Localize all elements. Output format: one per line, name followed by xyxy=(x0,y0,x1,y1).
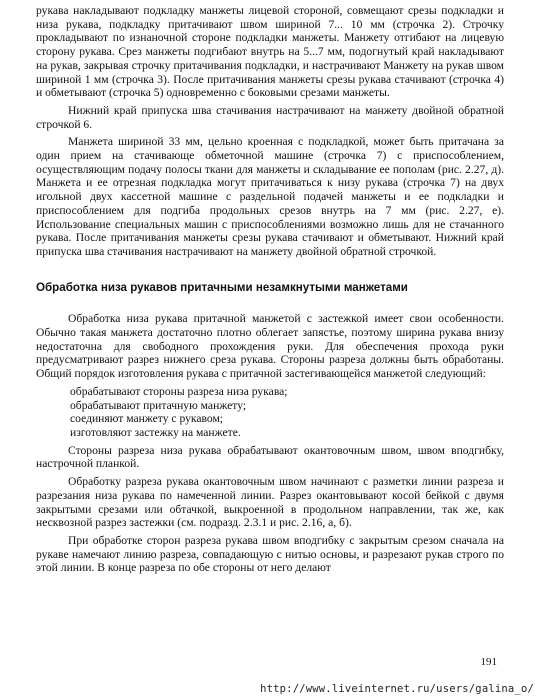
page-number: 191 xyxy=(480,656,497,668)
list-item: соединяют манжету с рукавом; xyxy=(70,412,224,426)
section-heading: Обработка низа рукавов притачными незамкнутыми манжетами xyxy=(36,280,408,294)
list-item: обрабатывают стороны разреза низа рукава; xyxy=(70,384,288,398)
paragraph: Обработку разреза рукава окантовочным швом начинают с разметки линии разреза и разрезания низа рукава по намеченной линии. Разрез окантовывают косой бейкой с двумя закрытыми срезами или обтачкой, выкроенной в продольном направлении, так же, как несквозной разрез застежки (см. подразд. 2.3.1 и рис. 2.16, а, б). xyxy=(36,475,504,530)
body-text xyxy=(36,4,504,579)
paragraph: Манжета шириной 33 мм, цельно кроенная с подкладкой, может быть притачана за один прием на стачивающе обметочной машине (строчка 7) с приспособлением, осуществляющим подачу полосы ткани для манжеты и складывание ее пополам (рис. 2.27, д). Манжета и ее отрезная подкладка могут притачиваться к низу рукава (строчка 7) на двух игольной двух кассетной машине с раздельной подачей манжеты и ее подкладки и приспособлением для подгиба продольных срезов внутрь на 7 мм (рис. 2.27, е). Использование специальных машин с приспособлениями возможно лишь для не стачанного рукава. После притачивания манжеты срезы рукава стачивают и обметывают. Нижний край припуска шва стачивания настрачивают на манжету двойной обратной строчкой. xyxy=(36,135,504,258)
list-item: изготовляют застежку на манжете. xyxy=(70,425,241,439)
paragraph: рукава накладывают подкладку манжеты лицевой стороной, совмещают срезы подкладки и низа рукава, подкладку притачивают швом шириной 7... 10 мм (строчка 2). Строчку прокладывают по изнаночной стороне подкладки манжеты. Манжету отгибают на лицевую сторону рукава. Срез манжеты подгибают внутрь на 5...7 мм, подогнутый край накладывают на рукав, закрывая строчку притачивания подкладки, и настрачивают Манжету на рукав швом шириной 1 мм (строчка 3). После притачивания манжеты срезы рукава стачивают (строчка 4) и обметывают (строчка 5) одновременно с боковыми срезами манжеты. xyxy=(36,4,504,100)
paragraph: При обработке сторон разреза рукава швом вподгибку с закрытым срезом сначала на рукаве намечают линию разреза, совпадающую с нитью основы, и разрезают рукав строго по этой линии. В конце разреза по обе стороны от него делают xyxy=(36,533,504,575)
source-url[interactable]: http://www.liveinternet.ru/users/galina_o/ xyxy=(260,683,534,695)
list-item: обрабатывают притачную манжету; xyxy=(70,398,247,412)
paragraph: Стороны разреза низа рукава обрабатывают окантовочным швом, швом вподгибку, настрочной планкой. xyxy=(36,443,504,471)
paragraph: Нижний край припуска шва стачивания настрачивают на манжету двойной обратной строчкой 6. xyxy=(36,103,504,131)
paragraph: Обработка низа рукава притачной манжетой с застежкой имеет свои особенности. Обычно такая манжета достаточно плотно облегает запястье, поэтому ширина рукава внизу недостаточна для свободного прохождения руки. Для обеспечения прохода руки предусматривают разрез нижнего среза рукава. Стороны разреза должны быть обработаны. Общий порядок изготовления рукава с притачной застегивающейся манжетой следующий: xyxy=(36,312,504,381)
